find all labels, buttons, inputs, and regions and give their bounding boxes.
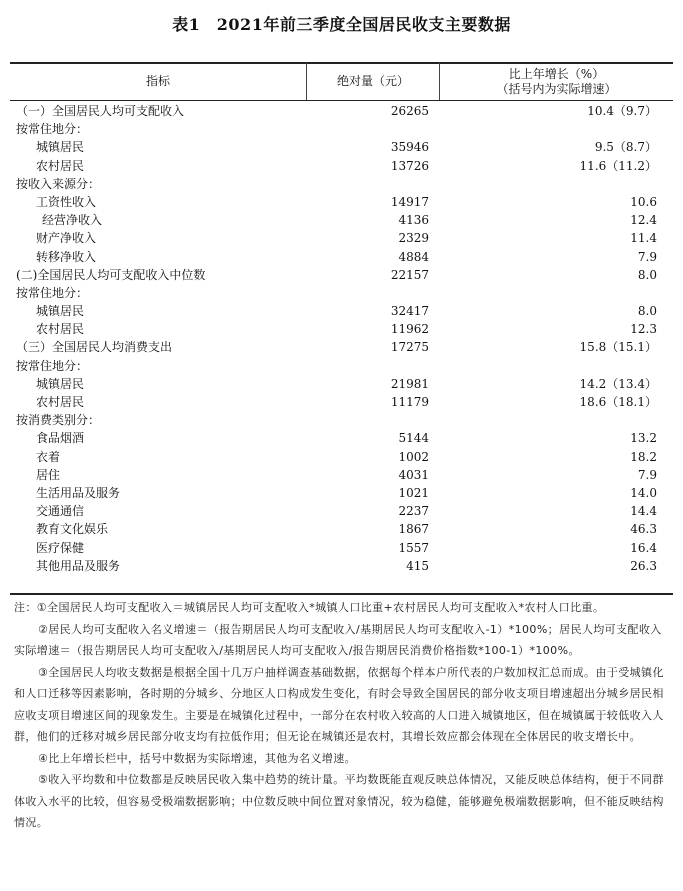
row-absolute-value: 2237 [398, 504, 429, 519]
row-indicator: 转移净收入 [36, 249, 97, 264]
table-row [10, 266, 673, 284]
table-notes [14, 597, 673, 834]
row-indicator: 经营净收入 [42, 213, 103, 228]
table-row [10, 411, 673, 429]
row-indicator: 衣着 [36, 449, 61, 464]
row-absolute-value: 2329 [398, 231, 429, 246]
row-indicator: 交通通信 [36, 504, 85, 519]
table-header-rule [10, 100, 673, 101]
row-absolute-value: 17275 [390, 340, 429, 355]
table-row [10, 466, 673, 484]
table-row [10, 520, 673, 538]
table-row [10, 193, 673, 211]
table-row [10, 138, 673, 156]
row-growth-value: 14.4 [630, 504, 657, 519]
row-indicator: (二)全国居民人均可支配收入中位数 [16, 267, 206, 282]
row-absolute-value: 4136 [398, 213, 429, 228]
table-row [10, 484, 673, 502]
table-row [10, 302, 673, 320]
header-indicator-label: 指标 [145, 74, 170, 88]
row-absolute-value: 21981 [390, 376, 429, 391]
row-growth-value: 8.0 [637, 267, 657, 282]
row-growth-value: 18.6（18.1） [579, 395, 657, 409]
row-absolute-value: 11962 [390, 322, 429, 337]
row-absolute-value: 4031 [398, 467, 429, 482]
row-growth-value: 12.4 [630, 213, 657, 228]
header-growth-sublabel: （括号内为实际增速） [496, 81, 617, 96]
row-absolute-value: 1867 [398, 522, 429, 537]
row-absolute-value: 26265 [390, 104, 429, 118]
row-indicator: 居住 [36, 467, 61, 482]
row-indicator: 城镇居民 [36, 376, 85, 391]
header-growth [440, 63, 673, 100]
note-paragraph: ⑤收入平均数和中位数都是反映居民收入集中趋势的统计量。平均数既能直观反映总体情况，又能反映总体结构，便于不同群体收入水平的比较，但容易受极端数据影响；中位数反映中间位置对象情况，较为稳健，能够避免极端数据影响，但不能反映结构情况。 [14, 773, 664, 829]
table-title: 表1 2021年前三季度全国居民收支主要数据 [172, 15, 511, 34]
row-indicator: 医疗保健 [36, 540, 85, 555]
table-row [10, 393, 673, 411]
row-indicator: 按常住地分： [16, 285, 89, 300]
note-paragraph: ②居民人均可支配收入名义增速＝（报告期居民人均可支配收入/基期居民人均可支配收入-1）*100%；居民人均可支配收入实际增速＝（报告期居民人均可支配收入/基期居民人均可支配收入/报告期居民消费价格指数*100-1）*100%。 [14, 622, 662, 657]
table-row [10, 229, 673, 247]
row-absolute-value: 22157 [390, 267, 429, 282]
row-indicator: 其他用品及服务 [36, 558, 121, 573]
row-growth-value: 13.2 [630, 431, 657, 446]
row-indicator: 农村居民 [36, 322, 85, 337]
row-absolute-value: 5144 [398, 431, 429, 446]
table-row [10, 284, 673, 302]
table-row [10, 211, 673, 229]
row-absolute-value: 415 [406, 558, 429, 573]
header-growth-label: 比上年增长（%） [508, 66, 605, 81]
header-absolute-label: 绝对量（元） [336, 74, 409, 88]
row-absolute-value: 1002 [398, 449, 429, 464]
table-row [10, 175, 673, 193]
table-body [10, 102, 673, 575]
row-indicator: 城镇居民 [36, 304, 85, 319]
table-row [10, 248, 673, 266]
table-row [10, 102, 673, 120]
row-indicator: 按常住地分： [16, 358, 89, 373]
row-indicator: 城镇居民 [36, 140, 85, 155]
row-growth-value: 8.0 [637, 304, 657, 319]
row-growth-value: 18.2 [630, 449, 657, 464]
table-row [10, 448, 673, 466]
row-indicator: 食品烟酒 [36, 431, 85, 446]
row-indicator: （三）全国居民人均消费支出 [16, 340, 173, 355]
row-indicator: 按常住地分： [16, 122, 89, 137]
row-growth-value: 16.4 [630, 540, 657, 555]
row-growth-value: 14.2（13.4） [579, 376, 657, 391]
row-indicator: 财产净收入 [36, 231, 97, 246]
row-absolute-value: 35946 [390, 140, 429, 155]
header-absolute [307, 63, 439, 100]
row-absolute-value: 1557 [398, 540, 429, 555]
row-growth-value: 7.9 [637, 249, 657, 264]
row-growth-value: 9.5（8.7） [594, 140, 657, 155]
row-absolute-value: 4884 [398, 249, 429, 264]
row-growth-value: 11.4 [630, 231, 657, 246]
row-growth-value: 7.9 [637, 467, 657, 482]
row-indicator: 工资性收入 [36, 194, 97, 209]
row-absolute-value: 11179 [390, 395, 429, 409]
row-growth-value: 11.6（11.2） [579, 158, 657, 173]
row-growth-value: 10.6 [630, 194, 657, 209]
row-growth-value: 10.4（9.7） [587, 104, 657, 118]
row-indicator: 按消费类别分： [16, 413, 101, 428]
table-row [10, 375, 673, 393]
header-indicator [10, 63, 306, 100]
row-indicator: 农村居民 [36, 158, 85, 173]
table-bottom-rule [10, 593, 673, 595]
note-paragraph: ④比上年增长栏中，括号中数据为实际增速，其他为名义增速。 [38, 751, 357, 765]
table-row [10, 120, 673, 138]
note-paragraph: 注：①全国居民人均可支配收入＝城镇居民人均可支配收入*城镇人口比重+农村居民人均可支配收入*农村人口比重。 [14, 601, 605, 614]
row-absolute-value: 13726 [390, 158, 429, 173]
row-growth-value: 12.3 [630, 322, 657, 337]
table-row [10, 320, 673, 338]
row-indicator: （一）全国居民人均可支配收入 [16, 104, 185, 118]
note-paragraph: ③全国居民人均收支数据是根据全国十几万户抽样调查基础数据，依据每个样本户所代表的户数加权汇总而成。由于受城镇化和人口迁移等因素影响，各时期的分城乡、分地区人口构成发生变化，有时会导致全国居民的部分收支项目增速超出分城乡居民相应收支项目增速区间的现象发生。主要是在城镇化过程中，一部分在农村收入较高的人口进入城镇地区，但在城镇属于较低收入人群，他们的迁移对城乡居民部分收支均有拉低作用；但无论在城镇还是农村，其增长效应都会体现在全体居民的收支增长中。 [14, 665, 664, 743]
table-row [10, 338, 673, 356]
table-row [10, 502, 673, 520]
table-row [10, 429, 673, 447]
table-row [10, 557, 673, 575]
row-absolute-value: 14917 [390, 194, 429, 209]
row-indicator: 生活用品及服务 [36, 485, 121, 500]
row-growth-value: 14.0 [630, 485, 657, 500]
row-indicator: 按收入来源分： [16, 176, 101, 191]
table-row [10, 157, 673, 175]
table-row [10, 539, 673, 557]
row-growth-value: 46.3 [630, 522, 657, 537]
table-row [10, 357, 673, 375]
row-indicator: 农村居民 [36, 395, 85, 409]
row-absolute-value: 32417 [390, 304, 429, 319]
row-indicator: 教育文化娱乐 [36, 522, 109, 537]
row-growth-value: 15.8（15.1） [579, 340, 657, 355]
row-absolute-value: 1021 [398, 485, 429, 500]
row-growth-value: 26.3 [630, 558, 657, 573]
